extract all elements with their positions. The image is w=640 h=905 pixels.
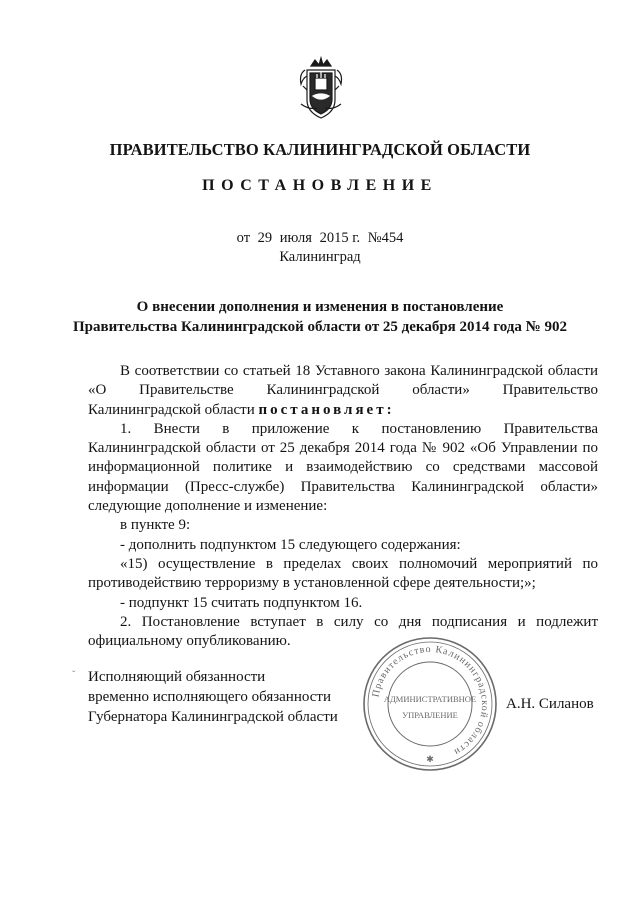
official-stamp xyxy=(360,634,500,774)
preamble-text: В соответствии со статьей 18 Уставного закона Калининградской области «О Правительстве Калининградской области» Правительство Калининградской области xyxy=(88,363,598,418)
organization-heading: ПРАВИТЕЛЬСТВО КАЛИНИНГРАДСКОЙ ОБЛАСТИ xyxy=(109,140,531,159)
signatory-name: А.Н. Силанов xyxy=(506,696,594,712)
title-line-1: О внесении дополнения и изменения в постановление xyxy=(136,299,504,315)
document-body xyxy=(88,362,598,651)
point-9-paragraph: в пункте 9: xyxy=(120,517,191,534)
renumber-paragraph: - подпункт 15 считать подпунктом 16. xyxy=(120,594,363,611)
subpoint-15-paragraph: «15) осуществление в пределах своих полномочий мероприятий по противодействию терроризму в установленной сфере деятельности;»; xyxy=(88,555,598,592)
clause-2-paragraph: 2. Постановление вступает в силу со дня подписания и подлежит официальному опубликованию. xyxy=(88,613,598,650)
stamp-center-line-2: УПРАВЛЕНИЕ xyxy=(402,710,458,720)
coat-of-arms-icon xyxy=(297,56,345,122)
clause-1-paragraph: 1. Внести в приложение к постановлению Правительства Калининградской области от 25 декабря 2014 года № 902 «Об Управлении по информационной политике и взаимодействию со средствами массовой информации (Пресс-службе) Правительства Калининградской области» следующие дополнение и изменение: xyxy=(88,420,598,515)
signatory-block xyxy=(88,667,338,727)
title-line-2: Правительства Калининградской области от 25 декабря 2014 года № 902 xyxy=(73,319,567,335)
document-number: №454 xyxy=(367,230,404,246)
add-subpoint-paragraph: - дополнить подпунктом 15 следующего содержания: xyxy=(120,536,461,553)
stamp-star-icon: ✱ xyxy=(426,754,434,764)
stamp-center-line-1: АДМИНИСТРАТИВНОЕ xyxy=(383,694,477,704)
date-year: 2015 г. xyxy=(319,230,361,246)
document-type-heading: ПОСТАНОВЛЕНИЕ xyxy=(202,177,438,194)
date-line xyxy=(0,230,640,247)
date-month: июля xyxy=(279,230,312,246)
city-name: Калининград xyxy=(279,249,361,265)
signatory-line-3: Губернатора Калининградской области xyxy=(88,709,338,725)
date-prefix: от xyxy=(236,230,251,246)
signatory-line-2: временно исполняющего обязанности xyxy=(88,689,331,705)
signatory-line-1: Исполняющий обязанности xyxy=(88,669,266,685)
document-title xyxy=(40,297,600,337)
stamp-ring-text: Правительство Калининградской области xyxy=(370,643,491,758)
margin-mark: ˇ xyxy=(72,670,76,681)
date-day: 29 xyxy=(257,230,273,246)
preamble-paragraph xyxy=(88,362,598,420)
decree-word: постановляет: xyxy=(258,401,395,418)
